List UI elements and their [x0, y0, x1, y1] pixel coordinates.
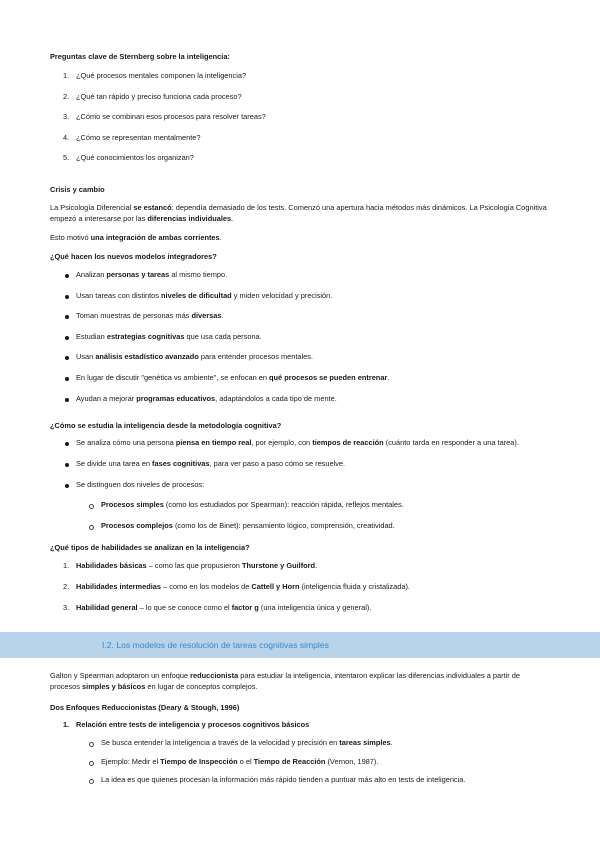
reduccionistas-heading: Dos Enfoques Reduccionistas (Deary & Stough, 1996)	[50, 703, 240, 712]
list-item: Se analiza cómo una persona piensa en tiempo real, por ejemplo, con tiempos de reacción (cuánto tarda en responder a una tarea).	[76, 438, 519, 447]
sub-list-item: Se busca entender la inteligencia a través de la velocidad y precisión en tareas simples.	[101, 738, 393, 747]
bullet	[65, 398, 69, 402]
sub-bullet	[89, 761, 94, 766]
sub-list-item: Procesos complejos (como los de Binet): pensamiento lógico, comprensión, creatividad.	[101, 521, 395, 530]
list-item: ¿Qué conocimientos los organizan?	[76, 153, 194, 162]
bullet	[65, 463, 69, 467]
list-item: Usan análisis estadístico avanzado para entender procesos mentales.	[76, 352, 314, 361]
list-number: 5.	[63, 153, 70, 162]
list-item: ¿Qué procesos mentales componen la inteligencia?	[76, 71, 247, 80]
list-item: Habilidades básicas – como las que propusieron Thurstone y Guilford.	[76, 561, 318, 570]
list-number: 1.	[63, 71, 70, 80]
list-item: Relación entre tests de inteligencia y procesos cognitivos básicos	[76, 720, 310, 729]
bullet	[65, 484, 69, 488]
list-item: Analizan personas y tareas al mismo tiempo.	[76, 270, 228, 279]
list-item: Toman muestras de personas más diversas.	[76, 311, 224, 320]
list-item: Se divide una tarea en fases cognitivas, para ver paso a paso cómo se resuelve.	[76, 459, 346, 468]
sub-bullet	[89, 525, 94, 530]
list-item: ¿Cómo se combinan esos procesos para resolver tareas?	[76, 112, 266, 121]
sub-bullet	[89, 504, 94, 509]
list-item: Habilidades intermedias – como en los modelos de Cattell y Horn (inteligencia fluida y cristalizada).	[76, 582, 410, 591]
sub-list-item: Ejemplo: Medir el Tiempo de Inspección o el Tiempo de Reacción (Vernon, 1987).	[101, 757, 379, 766]
list-item: Ayudan a mejorar programas educativos, adaptándolos a cada tipo de mente.	[76, 394, 337, 403]
list-number: 2.	[63, 582, 70, 591]
list-item: Estudian estrategias cognitivas que usa cada persona.	[76, 332, 262, 341]
sub-list-item: La idea es que quienes procesan la información más rápido tienden a puntuar más alto en tests de inteligencia.	[101, 775, 466, 784]
integration-paragraph: Esto motivó una integración de ambas corrientes.	[50, 233, 222, 242]
metodologia-heading: ¿Cómo se estudia la inteligencia desde la metodología cognitiva?	[50, 421, 282, 430]
list-number: 3.	[63, 112, 70, 121]
sub-bullet	[89, 742, 94, 747]
list-item: Se distinguen dos niveles de procesos:	[76, 480, 205, 489]
bullet	[65, 356, 69, 360]
list-number: 1.	[63, 720, 70, 729]
bullet	[65, 274, 69, 278]
list-item: ¿Cómo se representan mentalmente?	[76, 133, 201, 142]
galton-paragraph: Galton y Spearman adoptaron un enfoque reduccionista para estudiar la inteligencia, intentaron explicar las diferencias individuales a partir de procesos simples y básicos en lugar de conceptos complejos.	[50, 671, 521, 691]
bullet	[65, 315, 69, 319]
list-item: ¿Qué tan rápido y preciso funciona cada proceso?	[76, 92, 242, 101]
list-number: 1.	[63, 561, 70, 570]
list-item: Habilidad general – lo que se conoce como el factor g (una inteligencia única y general).	[76, 603, 372, 612]
list-number: 3.	[63, 603, 70, 612]
crisis-paragraph: La Psicología Diferencial se estancó: dependía demasiado de los tests. Comenzó una apertura hacia métodos más dinámicos. La Psicología Cognitiva empezó a interesarse por las diferencias individuales.	[50, 203, 547, 223]
sub-list-item: Procesos simples (como los estudiados por Spearman): reacción rápida, reflejos mentales.	[101, 500, 404, 509]
habilidades-heading: ¿Qué tipos de habilidades se analizan en la inteligencia?	[50, 543, 250, 552]
bullet	[65, 295, 69, 299]
bullet	[65, 442, 69, 446]
integradores-heading: ¿Qué hacen los nuevos modelos integradores?	[50, 252, 217, 261]
crisis-heading: Crisis y cambio	[50, 185, 105, 194]
list-number: 4.	[63, 133, 70, 142]
list-item: En lugar de discutir "genética vs ambiente", se enfocan en qué procesos se pueden entrenar.	[76, 373, 390, 382]
sternberg-heading: Preguntas clave de Sternberg sobre la inteligencia:	[50, 52, 230, 61]
list-item: Usan tareas con distintos niveles de dificultad y miden velocidad y precisión.	[76, 291, 333, 300]
list-number: 2.	[63, 92, 70, 101]
sub-bullet	[89, 779, 94, 784]
section-title: I.2. Los modelos de resolución de tareas cognitivas simples	[102, 640, 329, 650]
bullet	[65, 336, 69, 340]
bullet	[65, 377, 69, 381]
